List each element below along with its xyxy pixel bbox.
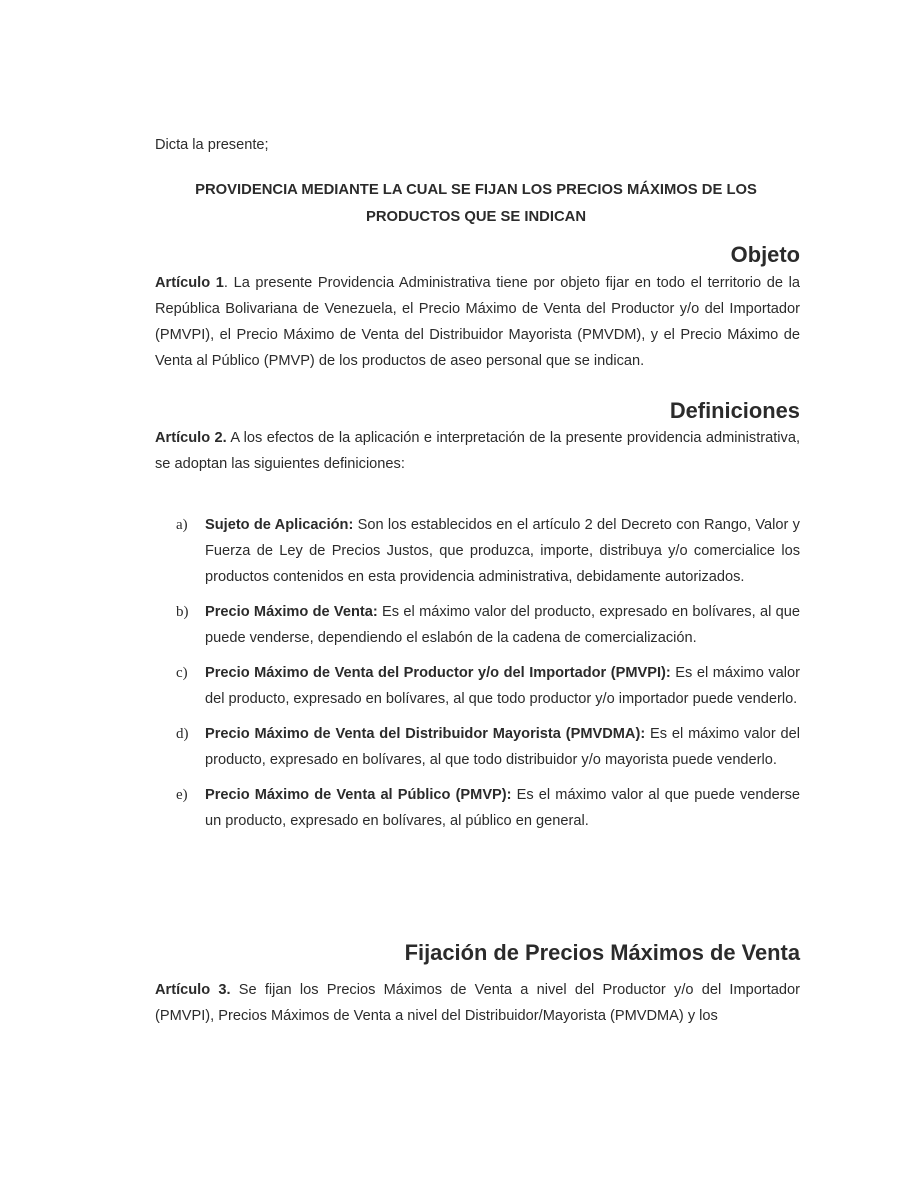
article-3-text: Se fijan los Precios Máximos de Venta a nivel del Productor y/o del Importador (PMVPI), Precios Máximos de Venta a nivel del Distribuidor/Mayorista (PMVDMA) y los	[155, 982, 800, 1024]
definition-marker: d)	[176, 726, 189, 742]
definition-term: Precio Máximo de Venta:	[205, 604, 378, 620]
section-heading-objeto: Objeto	[730, 242, 800, 267]
article-1-number: Artículo 1	[155, 275, 224, 291]
definition-text: Es el máximo valor del producto, expresado en bolívares, al que puede venderse, dependiendo el eslabón de la cadena de comercialización.	[205, 604, 800, 646]
definition-text: Es el máximo valor al que puede venderse un producto, expresado en bolívares, al público en general.	[205, 787, 800, 829]
article-1	[155, 270, 800, 374]
definition-text: Es el máximo valor del producto, expresado en bolívares, al que todo distribuidor y/o mayorista puede venderlo.	[205, 726, 800, 768]
definition-term: Sujeto de Aplicación:	[205, 517, 354, 533]
article-2	[155, 425, 800, 477]
definition-term: Precio Máximo de Venta del Productor y/o del Importador (PMVPI):	[205, 665, 671, 681]
intro-text: Dicta la presente;	[155, 137, 269, 153]
definition-body	[205, 660, 800, 712]
article-2-text: A los efectos de la aplicación e interpretación de la presente providencia administrativa, se adoptan las siguientes definiciones:	[155, 430, 800, 472]
definition-item	[176, 721, 800, 773]
definition-body	[205, 599, 800, 651]
definition-marker: e)	[176, 787, 188, 803]
definition-item	[176, 782, 800, 834]
definition-term: Precio Máximo de Venta al Público (PMVP):	[205, 787, 512, 803]
definition-marker: b)	[176, 604, 189, 620]
definition-item	[176, 599, 800, 651]
section-heading-fijacion: Fijación de Precios Máximos de Venta	[404, 940, 800, 965]
section-heading-definiciones: Definiciones	[669, 398, 800, 423]
definition-text: Son los establecidos en el artículo 2 del Decreto con Rango, Valor y Fuerza de Ley de Precios Justos, que produzca, importe, distribuya y/o comercialice los productos contenidos en esta providencia administrativa, debidamente autorizados.	[205, 517, 800, 585]
definitions-list	[176, 512, 800, 843]
article-2-number: Artículo 2.	[155, 430, 227, 446]
article-3	[155, 977, 800, 1029]
article-1-text: . La presente Providencia Administrativa tiene por objeto fijar en todo el territorio de la República Bolivariana de Venezuela, el Precio Máximo de Venta del Productor y/o del Importador (PMVPI), el Precio Máximo de Venta del Distribuidor Mayorista (PMVDM), y el Precio Máximo de Venta al Público (PMVP) de los productos de aseo personal que se indican.	[155, 275, 800, 369]
definition-item	[176, 512, 800, 590]
definition-body	[205, 721, 800, 773]
definition-body	[205, 512, 800, 590]
definition-item	[176, 660, 800, 712]
definition-text: Es el máximo valor del producto, expresado en bolívares, al que todo productor y/o importador puede venderlo.	[205, 665, 801, 707]
definition-term: Precio Máximo de Venta del Distribuidor Mayorista (PMVDMA):	[205, 726, 646, 742]
definition-marker: c)	[176, 665, 188, 681]
definition-marker: a)	[176, 517, 188, 533]
article-3-number: Artículo 3.	[155, 982, 231, 998]
document-title: PROVIDENCIA MEDIANTE LA CUAL SE FIJAN LOS PRECIOS MÁXIMOS DE LOS PRODUCTOS QUE SE INDICAN	[195, 182, 757, 225]
definition-body	[205, 782, 800, 834]
